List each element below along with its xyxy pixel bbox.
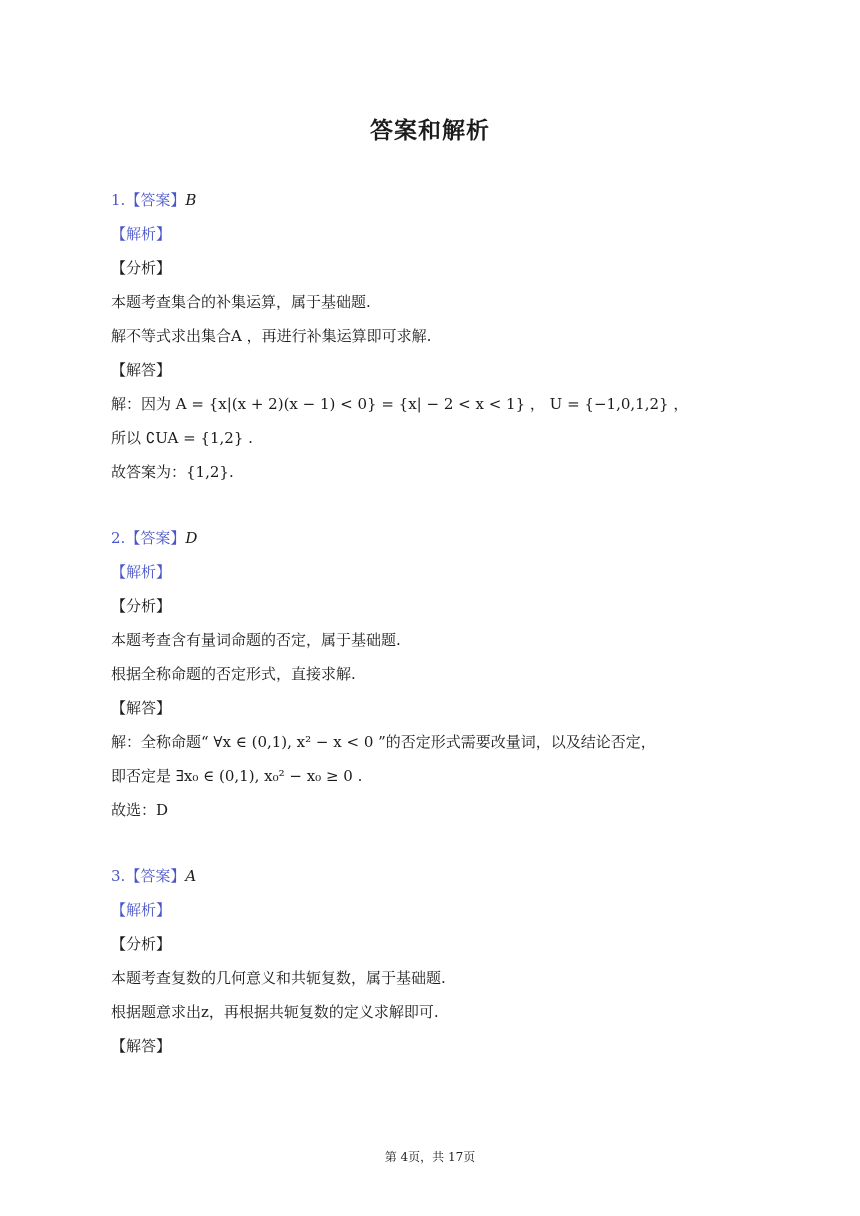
q3-fenxi-text2: 根据题意求出z，再根据共轭复数的定义求解即可. [111,1003,439,1021]
q2-solution1: 解：全称命题“ ∀x ∈ (0,1), x² − x < 0 ”的否定形式需要改量词，以及结论否定， [111,733,656,751]
q3-jieda: 【解答】 [111,1037,172,1055]
q3-number: 3. [111,867,126,885]
q2-answer-line [111,528,197,548]
q3-jiexi: 【解析】 [111,901,172,919]
q1-solution3: 故答案为：{1,2}. [111,463,234,481]
q2-solution2: 即否定是 ∃x₀ ∈ (0,1), x₀² − x₀ ≥ 0 . [111,767,363,785]
q2-jieda: 【解答】 [111,699,172,717]
q3-fenxi-text1: 本题考查复数的几何意义和共轭复数，属于基础题. [111,969,446,987]
q1-fenxi-text1: 本题考查集合的补集运算，属于基础题. [111,293,371,311]
q1-jiexi: 【解析】 [111,225,172,243]
q1-solution2: 所以 ∁UA = {1,2} . [111,429,253,447]
q1-solution1: 解：因为 A = {x|(x + 2)(x − 1) < 0} = {x| − 2 < x < 1} ， U = {−1,0,1,2} ， [111,395,689,413]
q1-jieda: 【解答】 [111,361,172,379]
q1-answer-tag: 【答案】 [125,191,186,209]
q3-fenxi: 【分析】 [111,935,172,953]
q1-fenxi: 【分析】 [111,259,172,277]
q2-fenxi-text1: 本题考查含有量词命题的否定，属于基础题. [111,631,401,649]
q2-jiexi: 【解析】 [111,563,172,581]
q2-fenxi-text2: 根据全称命题的否定形式，直接求解. [111,665,356,683]
q2-fenxi: 【分析】 [111,597,172,615]
q2-number: 2. [111,529,126,547]
q1-number: 1. [111,191,126,209]
q2-answer: D [185,529,198,547]
page-title: 答案和解析 [370,118,490,144]
page-footer: 第 4页，共 17页 [384,1150,476,1164]
q2-answer-tag: 【答案】 [125,529,186,547]
q1-answer: B [185,191,197,209]
q3-answer-tag: 【答案】 [125,867,186,885]
q3-answer-line [111,866,196,886]
q1-fenxi-text2: 解不等式求出集合A ，再进行补集运算即可求解. [111,327,432,345]
q2-solution3: 故选：D [111,801,169,819]
q3-answer: A [185,867,197,885]
q1-answer-line [111,190,196,210]
